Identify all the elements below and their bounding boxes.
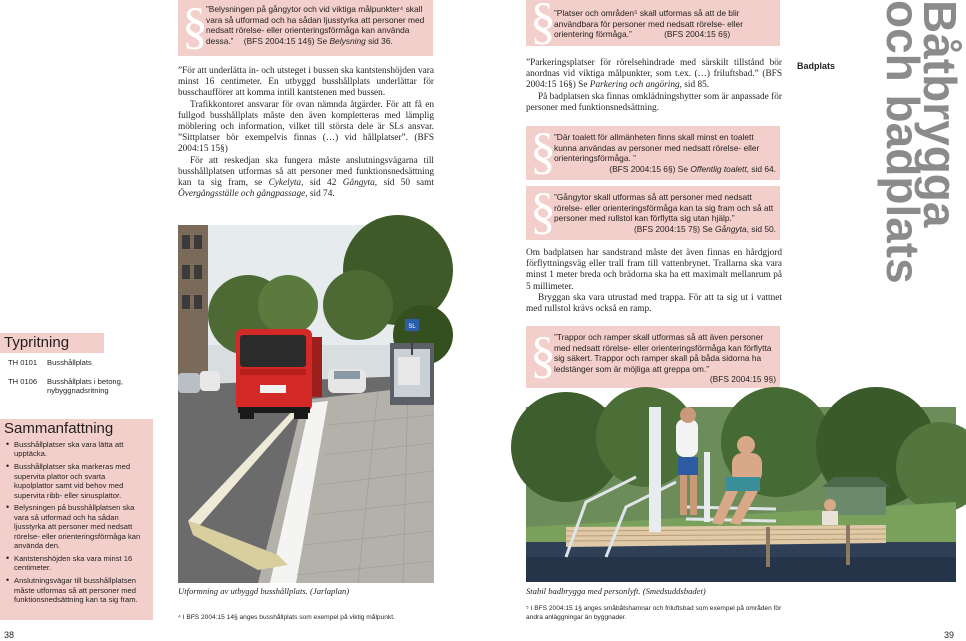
body-paragraph: ”Parkeringsplatser för rörelsehindrade med särskilt tillstånd bör anordnas vid viktiga målpunkter, som t.ex. (…) friluftsbad.” (BFS 2004:15 16§) Se Parkering och angöring, sid 85. <box>526 58 782 91</box>
quote-box-belysning: § ”Belysningen på gångytor och vid viktiga målpunkter⁴ skall vara så utformad och ha sådan ljusstyrka att personer med nedsatt rörelse- eller orienteringsförmåga kan använda dessa.” (BFS 2004:15 14§) Se Belysning sid 36. <box>178 0 433 56</box>
page-title <box>877 0 966 284</box>
typritning-row <box>0 358 150 370</box>
quote-text: ”Platser och områden⁵ skall utformas så att de blir användbara för personer med nedsatt rörelse- eller orientering förmåga.” <box>554 8 744 40</box>
body-paragraph: Bryggan ska vara utrustad med trappa. För att ta sig ut i vattnet med rullstol krävs också en ramp. <box>526 292 782 315</box>
quote-box-platser <box>526 0 780 50</box>
summary-item: • Anslutningsvägar till busshållplatsen måste utformas så att personer med funktionsnedsättning kan ta sig fram. <box>6 576 146 604</box>
quote-text: ”Belysningen på gångytor och vid viktiga målpunkter⁴ skall vara så utformad och ha sådan ljusstyrka att personer med nedsatt rörelse- eller orienteringsförmåga kan använda dessa.” <box>206 4 425 46</box>
quote-box-gangytor: § ”Gångytor skall utformas så att personer med nedsatt rörelse- eller orienteringsförmåga kan ta sig fram och så att personer med rullstol kan förflytta sig utan hjälp.” (BFS 2004:15 7§) Se Gångyta, sid 50. <box>526 186 780 240</box>
body-paragraph: För att reskedjan ska fungera måste anslutningsvägarna till busshållplatsen utformas så att personer med funktionsnedsättning kan ta sig fram, se Cykelyta, sid 42 Gångyta, sid 50 samt Övergångsställe och gångpassage, sid 74. <box>178 155 434 200</box>
quote-text: ”Gångytor skall utformas så att personer med nedsatt rörelse- eller orienteringsförmåga kan ta sig fram och så att personer med rullstol kan förflytta sig utan hjälp.” <box>554 192 774 224</box>
quote-reference-link: Belysning <box>329 35 366 46</box>
typritning-row <box>0 377 150 399</box>
section-label-badplats: Badplats <box>797 61 836 71</box>
typritning-code: TH 0101 <box>8 358 38 367</box>
typritning-name: Busshållplats i betong, nybyggnadsritning <box>47 377 123 396</box>
body-paragraph: ”För att underlätta in- och utsteget i bussen ska kantstenshöjden vara minst 16 centimeter. En utbyggd busshållplats underlättar för busschaufförer att komma intill kantstenen med bussen. <box>178 66 434 99</box>
summary-list <box>6 440 146 608</box>
photo-caption-left: Utformning av utbyggd busshållplats. (Jarlaplan) <box>178 586 350 596</box>
page-title-line2: och badplats <box>877 0 929 284</box>
footnote-left: ⁴ I BFS 2004:15 14§ anges busshållplats som exempel på viktig målpunkt. <box>178 614 395 621</box>
typritning-title: Typritning <box>4 334 70 351</box>
quote-reference: (BFS 2004:15 6§) Se <box>609 163 691 174</box>
summary-title: Sammanfattning <box>4 420 114 437</box>
page-title-line1: Båtbrygga <box>914 0 966 228</box>
quote-reference: (BFS 2004:15 6§) <box>664 29 731 40</box>
page-number-left: 38 <box>4 630 15 640</box>
summary-item: • Busshållplatser ska markeras med supervita plattor och svarta kupolplattor samt vid behov med supervita ribb- eller sinusplattor. <box>6 462 146 500</box>
body-paragraph: På badplatsen ska finnas omklädningshytter som är anpassade för personer med funktionsnedsättning. <box>526 91 782 113</box>
page-number-right: 39 <box>944 630 955 640</box>
quote-box-toalett: § ”Där toalett för allmänheten finns skall minst en toalett kunna användas av personer med nedsatt rörelse- eller orienteringsförmåga. ” (BFS 2004:15 6§) Se Offentlig toalett, sid 64. <box>526 126 780 180</box>
quote-text: ”Trappor och ramper skall utformas så att även personer med nedsatt rörelse- eller orienteringsförmåga kan förflytta sig säkert. Trappor och ramper skall på båda sidorna ha ledstänger som är möjliga att greppa om.” <box>554 332 772 374</box>
body-paragraph: Trafikkontoret ansvarar för ovan nämnda åtgärder. För att få en fullgod busshållplats måste den även kompletteras med lämplig möblering och information, vilket till största dele är SLs ansvar. ”Sittplatser bör exempelvis finnas (…) vid hållplatser”. (BFS 2004:15 15§) <box>178 99 434 155</box>
paragraph-sign-icon: § <box>530 0 556 50</box>
summary-item: • Belysningen på busshållplatsen ska vara så utformad och ha sådan ljusstyrka att personer med nedsatt rörelse- eller orienteringsförmåga kan använda den. <box>6 503 146 550</box>
quote-reference: (BFS 2004:15 9§) <box>709 374 776 385</box>
summary-item: • Busshållplatser ska vara lätta att upptäcka. <box>6 440 146 459</box>
bus-stop-photo <box>178 225 434 583</box>
typritning-code: TH 0106 <box>8 377 38 386</box>
summary-item: • Kantstenshöjden ska vara minst 16 centimeter. <box>6 554 146 573</box>
paragraph-sign-icon: § <box>530 182 556 240</box>
quote-reference: (BFS 2004:15 7§) Se <box>633 223 715 234</box>
footnote-right: ⁵ I BFS 2004:15 1§ anges småbåtshamnar och friluftsbad som exempel på områden för andra anläggningar än byggnader. <box>526 605 782 621</box>
typritning-name: Busshållplats <box>47 358 92 367</box>
quote-reference: (BFS 2004:15 14§) Se <box>243 35 330 46</box>
paragraph-sign-icon: § <box>530 122 556 180</box>
quote-text: ”Där toalett för allmänheten finns skall minst en toalett kunna användas av personer med nedsatt rörelse- eller orienteringsförmåga. ” <box>554 132 760 164</box>
bus-sign-label: SL <box>408 324 416 330</box>
body-text-right-mid <box>526 248 782 315</box>
photo-caption-right: Stabil badbrygga med personlyft. (Smedsuddsbadet) <box>526 586 706 596</box>
quote-box-trappor <box>526 326 780 388</box>
body-paragraph: Om badplatsen har sandstrand måste det även finnas en hårdgjord förflyttningsväg eller trall fram till vattenbrynet. Trallarna ska vara minst 1 meter breda och brädorna ska ha ett maximalt mellanrum på 5 millimeter. <box>526 248 782 292</box>
body-text-right-top <box>526 58 782 114</box>
paragraph-sign-icon: § <box>530 326 556 384</box>
body-text-left <box>178 66 434 200</box>
paragraph-sign-icon: § <box>182 0 208 55</box>
bathing-jetty-photo <box>526 407 956 582</box>
